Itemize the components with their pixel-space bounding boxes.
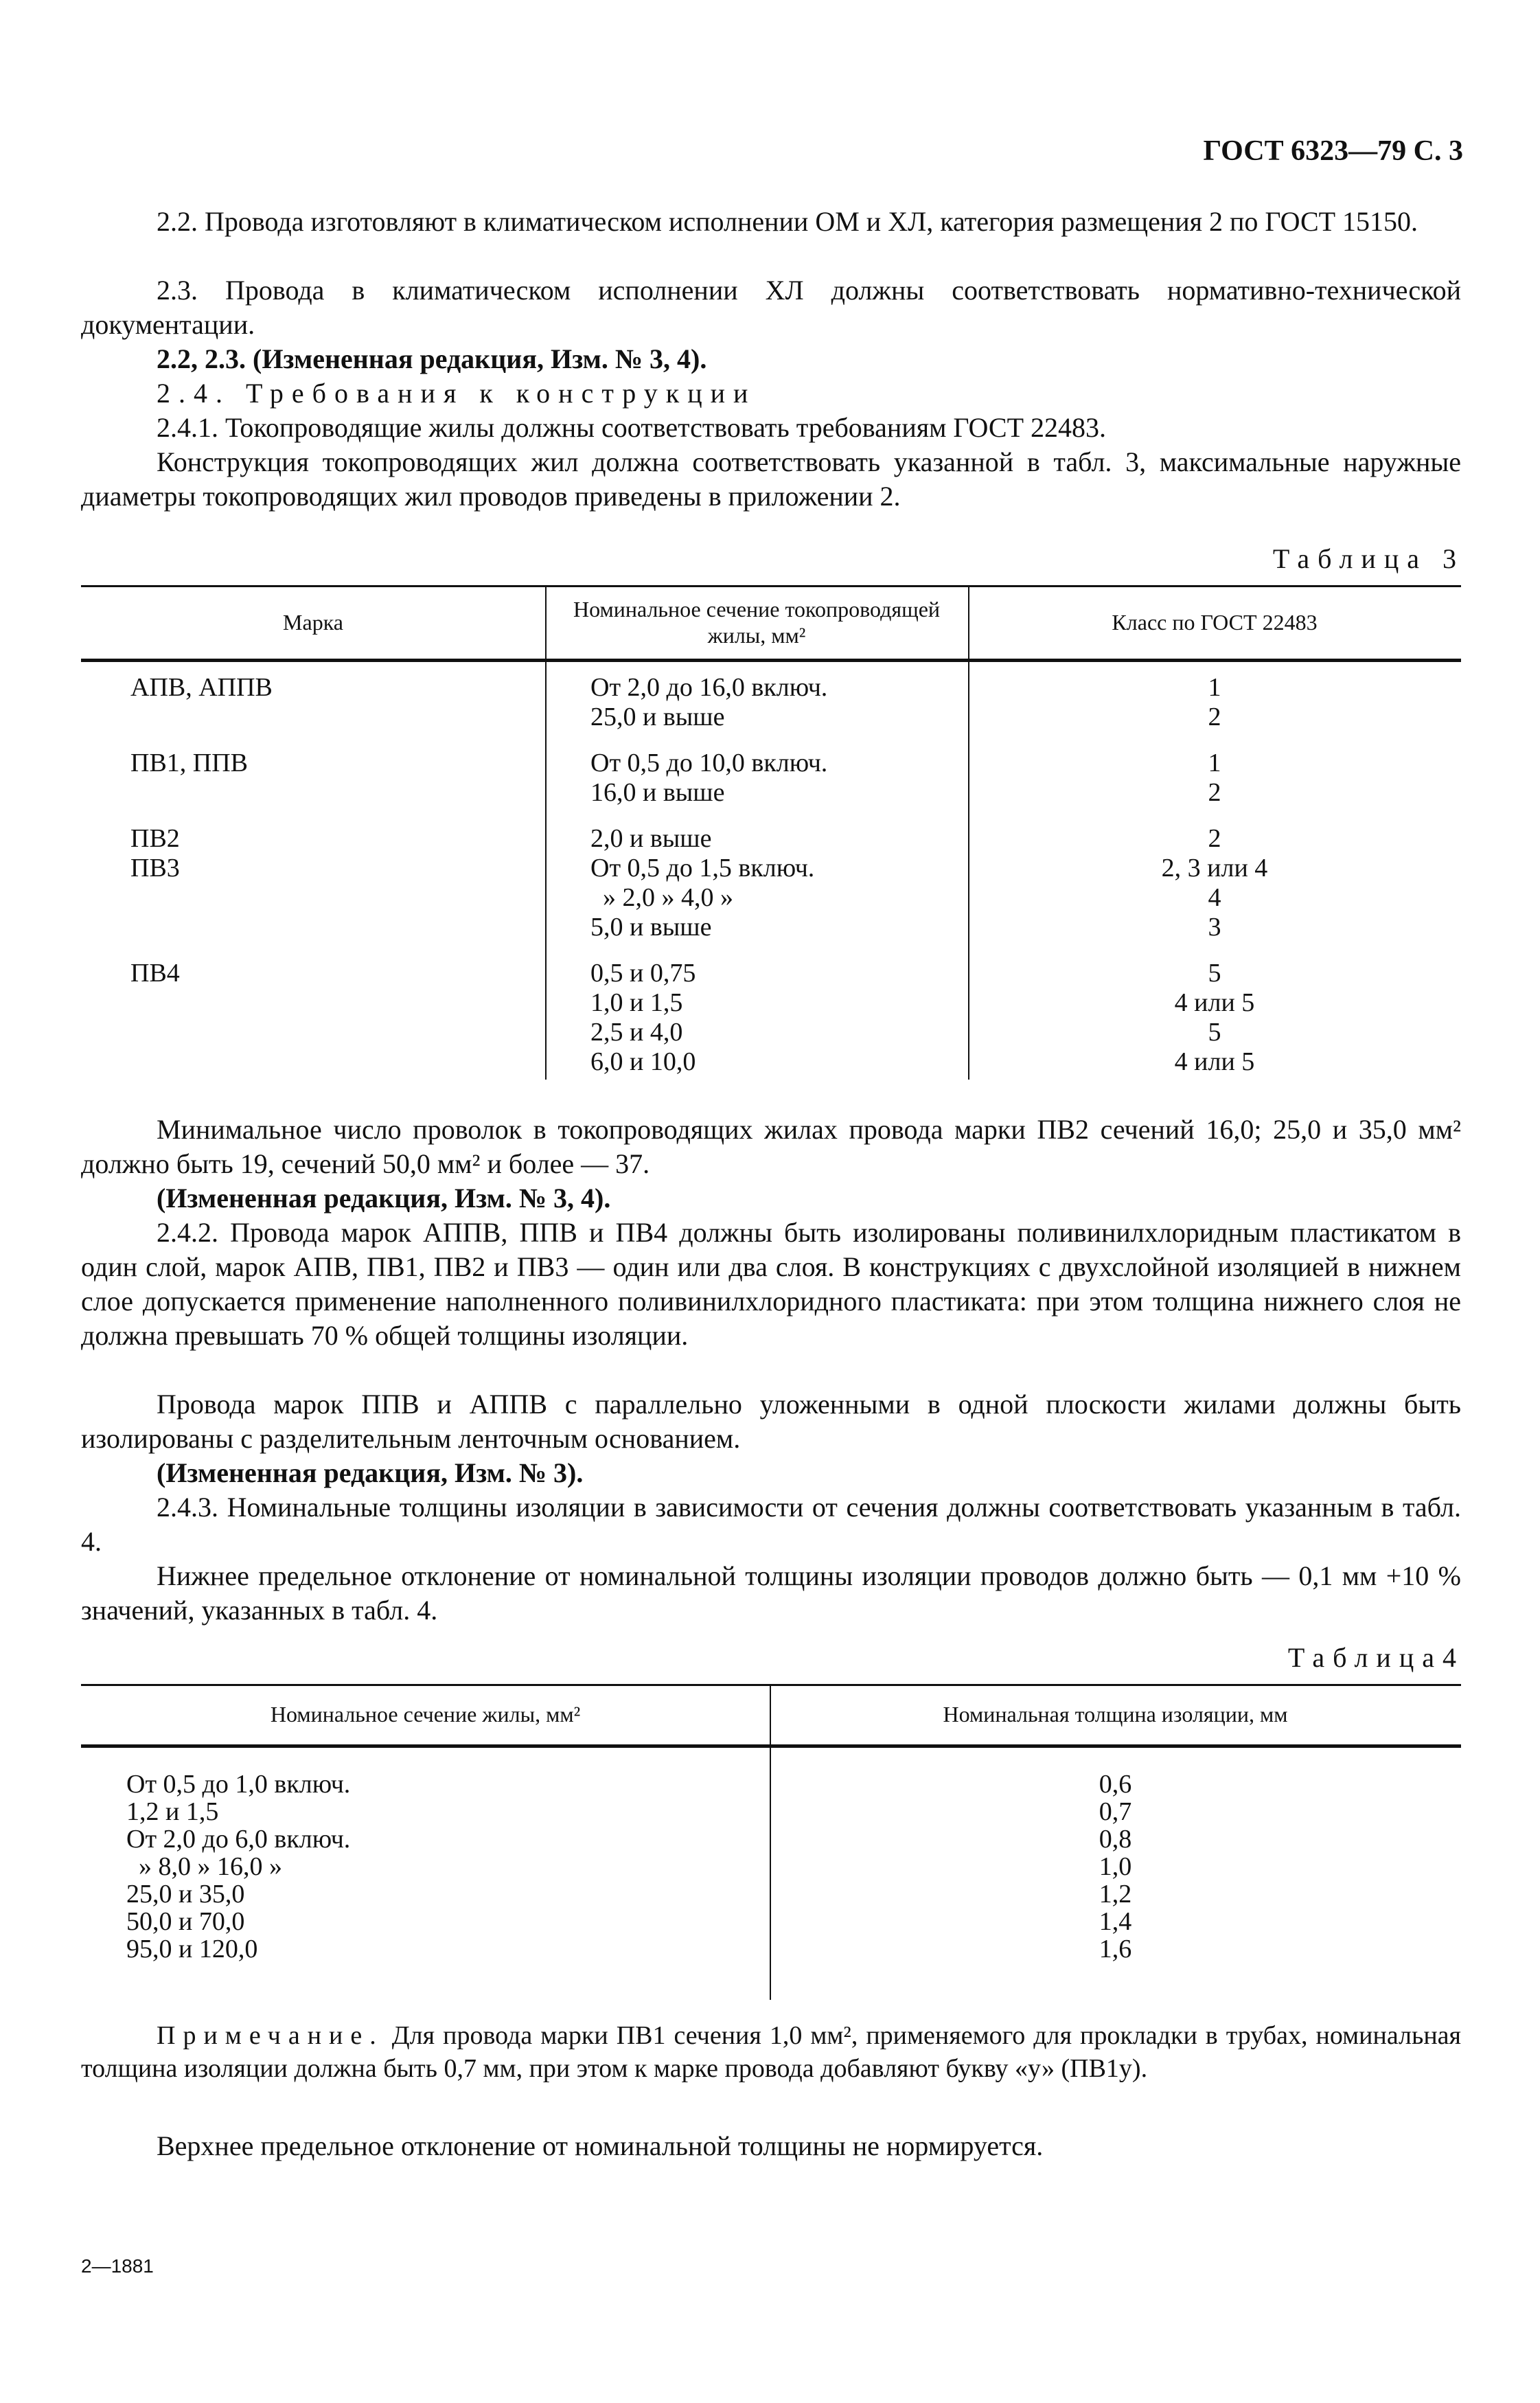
table3-cell-class: 2 bbox=[1208, 778, 1221, 807]
table4-cell-thickness: 0,7 bbox=[1099, 1797, 1132, 1826]
table3-cell-mark: АПВ, АППВ bbox=[130, 673, 273, 702]
table3-cell-section: 0,5 и 0,75 bbox=[590, 959, 696, 988]
paragraph-lower-deviation: Нижнее предельное отклонение от номинальной толщины изоляции проводов должно быть — 0,1 мм +10 % значений, указанных в табл. 4. bbox=[81, 1560, 1461, 1626]
paragraph-2-2: 2.2. Провода изготовляют в климатическом исполнении ОМ и ХЛ, категория размещения 2 по ГОСТ 15150. bbox=[157, 206, 1418, 237]
table3-cell-section: 2,5 и 4,0 bbox=[590, 1018, 683, 1047]
paragraph-upper-deviation: Верхнее предельное отклонение от номинальной толщины не нормируется. bbox=[157, 2130, 1044, 2161]
table4-header-section: Номинальное сечение жилы, мм² bbox=[270, 1701, 581, 1727]
table3-cell-mark: ПВ1, ППВ bbox=[130, 749, 249, 777]
table4-header-rule bbox=[81, 1744, 1461, 1748]
table3-cell-class: 4 или 5 bbox=[1174, 988, 1255, 1017]
table3-cell-class: 2 bbox=[1208, 703, 1221, 731]
table3-cell-class: 4 bbox=[1208, 883, 1221, 912]
paragraph-parallel-wires: Провода марок ППВ и АППВ с параллельно уложенными в одной плоскости жилами должны быть изолированы с разделительным ленточным основанием. bbox=[81, 1389, 1461, 1454]
table3-cell-section: 5,0 и выше bbox=[590, 913, 712, 942]
table3-cell-section: 16,0 и выше bbox=[590, 778, 725, 807]
table3-caption: Таблица 3 bbox=[1272, 543, 1464, 574]
section-heading-2-4: 2.4. Требования к конструкции bbox=[157, 378, 757, 409]
paragraph-2-3: 2.3. Провода в климатическом исполнении ХЛ должны соответствовать нормативно-технической документации. bbox=[81, 275, 1461, 340]
table3-cell-class: 1 bbox=[1208, 673, 1221, 702]
table3-cell-section: 1,0 и 1,5 bbox=[590, 988, 683, 1017]
print-code: 2—1881 bbox=[81, 2255, 154, 2277]
table-4 bbox=[81, 1684, 1461, 2000]
table3-cell-section: 6,0 и 10,0 bbox=[590, 1047, 696, 1076]
paragraph-2-4-2: 2.4.2. Провода марок АППВ, ППВ и ПВ4 должны быть изолированы поливинилхлоридным пластикатом в один слой, марок АПВ, ПВ1, ПВ2 и ПВ3 — один или два слоя. В конструкциях с двухслойной изоляцией в нижнем слое допускается применение наполненного поливинилхлоридного пластиката: при этом толщина нижнего слоя не должна превышать 70 % общей толщины изоляции. bbox=[81, 1217, 1461, 1351]
table-3 bbox=[81, 585, 1461, 1080]
note-text: Для провода марки ПВ1 сечения 1,0 мм², применяемого для прокладки в трубах, номинальная толщина изоляции должна быть 0,7 мм, при этом к марке провода добавляют букву «у» (ПВ1у). bbox=[81, 2021, 1461, 2083]
table3-header-section: Номинальное сечение токопроводящей жилы, мм² bbox=[573, 596, 941, 648]
table4-cell-section: От 2,0 до 6,0 включ. bbox=[126, 1825, 351, 1854]
table4-cell-section: » 8,0 » 16,0 » bbox=[139, 1852, 282, 1881]
table3-cell-mark: ПВ3 bbox=[130, 854, 180, 882]
table4-cell-section: От 0,5 до 1,0 включ. bbox=[126, 1770, 351, 1799]
table3-cell-section: От 0,5 до 1,5 включ. bbox=[590, 854, 815, 882]
amendment-note-1: 2.2, 2.3. (Измененная редакция, Изм. № 3, 4). bbox=[157, 343, 707, 374]
table3-cell-class: 5 bbox=[1208, 1018, 1221, 1047]
table3-cell-class: 5 bbox=[1208, 959, 1221, 988]
table4-cell-thickness: 0,6 bbox=[1099, 1770, 1132, 1799]
table3-cell-class: 3 bbox=[1208, 913, 1221, 942]
page-header: ГОСТ 6323—79 С. 3 bbox=[1203, 135, 1463, 167]
table3-header-class: Класс по ГОСТ 22483 bbox=[1112, 609, 1318, 635]
table3-cell-class: 2, 3 или 4 bbox=[1161, 854, 1268, 882]
table3-divider-1 bbox=[545, 585, 547, 1080]
paragraph-construction: Конструкция токопроводящих жил должна соответствовать указанной в табл. 3, максимальные наружные диаметры токопроводящих жил проводов приведены в приложении 2. bbox=[81, 446, 1461, 512]
table3-cell-class: 4 или 5 bbox=[1174, 1047, 1255, 1076]
table3-header-rule bbox=[81, 659, 1461, 662]
table3-cell-class: 2 bbox=[1208, 824, 1221, 853]
table4-cell-section: 95,0 и 120,0 bbox=[126, 1935, 258, 1963]
table4-cell-section: 50,0 и 70,0 bbox=[126, 1907, 245, 1936]
table4-note bbox=[81, 2019, 1461, 2085]
table3-cell-section: » 2,0 » 4,0 » bbox=[603, 883, 733, 912]
paragraph-min-wires: Минимальное число проволок в токопроводящих жилах провода марки ПВ2 сечений 16,0; 25,0 и 35,0 мм² должно быть 19, сечений 50,0 мм² и более — 37. bbox=[81, 1114, 1461, 1179]
table4-caption: Таблица4 bbox=[1287, 1642, 1464, 1673]
amendment-note-3: (Измененная редакция, Изм. № 3). bbox=[157, 1457, 584, 1488]
table4-cell-section: 25,0 и 35,0 bbox=[126, 1880, 245, 1909]
table3-cell-class: 1 bbox=[1208, 749, 1221, 777]
table3-cell-section: От 2,0 до 16,0 включ. bbox=[590, 673, 828, 702]
note-label: Примечание. bbox=[157, 2021, 384, 2050]
table4-header-thickness: Номинальная толщина изоляции, мм bbox=[943, 1701, 1288, 1727]
paragraph-2-4-1: 2.4.1. Токопроводящие жилы должны соответствовать требованиям ГОСТ 22483. bbox=[157, 412, 1107, 443]
table3-cell-section: От 0,5 до 10,0 включ. bbox=[590, 749, 828, 777]
table3-cell-section: 2,0 и выше bbox=[590, 824, 712, 853]
paragraph-2-4-3: 2.4.3. Номинальные толщины изоляции в зависимости от сечения должны соответствовать указанным в табл. 4. bbox=[81, 1492, 1461, 1557]
table4-cell-thickness: 0,8 bbox=[1099, 1825, 1132, 1854]
amendment-note-2: (Измененная редакция, Изм. № 3, 4). bbox=[157, 1183, 611, 1214]
table4-cell-thickness: 1,4 bbox=[1099, 1907, 1132, 1936]
table3-cell-mark: ПВ2 bbox=[130, 824, 180, 853]
table3-cell-section: 25,0 и выше bbox=[590, 703, 725, 731]
table4-cell-thickness: 1,0 bbox=[1099, 1852, 1132, 1881]
table3-header-mark: Марка bbox=[283, 609, 343, 635]
table3-cell-mark: ПВ4 bbox=[130, 959, 180, 988]
table4-cell-section: 1,2 и 1,5 bbox=[126, 1797, 219, 1826]
table4-cell-thickness: 1,6 bbox=[1099, 1935, 1132, 1963]
table4-cell-thickness: 1,2 bbox=[1099, 1880, 1132, 1909]
